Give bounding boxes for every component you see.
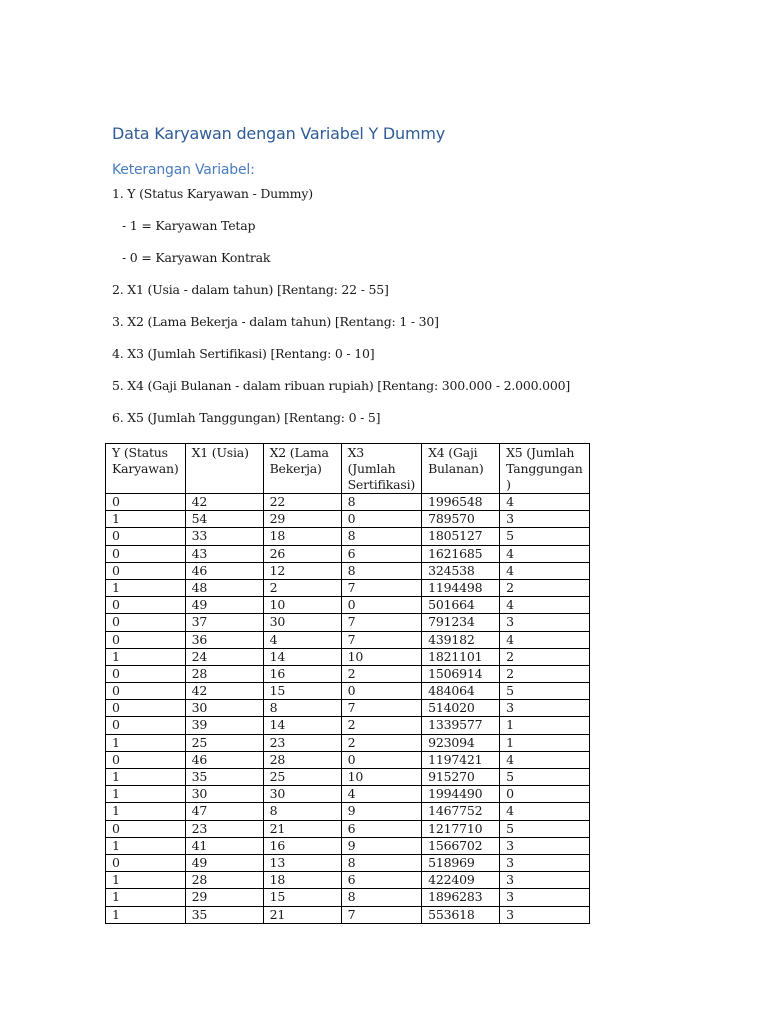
cell-y: 1 bbox=[106, 872, 186, 889]
cell-x4: 553618 bbox=[422, 906, 500, 923]
cell-y: 0 bbox=[106, 751, 186, 768]
table-row bbox=[106, 734, 590, 751]
cell-x4: 789570 bbox=[422, 511, 500, 528]
cell-x2: 28 bbox=[263, 751, 341, 768]
cell-y: 0 bbox=[106, 854, 186, 871]
cell-y: 0 bbox=[106, 528, 186, 545]
cell-x5: 3 bbox=[500, 511, 589, 528]
cell-x2: 30 bbox=[263, 614, 341, 631]
cell-x4: 1621685 bbox=[422, 545, 500, 562]
cell-x2: 22 bbox=[263, 494, 341, 511]
cell-x4: 915270 bbox=[422, 769, 500, 786]
cell-x4: 518969 bbox=[422, 854, 500, 871]
cell-y: 1 bbox=[106, 889, 186, 906]
variable-note-x1: 2. X1 (Usia - dalam tahun) [Rentang: 22 - 55] bbox=[112, 282, 389, 297]
cell-y: 0 bbox=[106, 614, 186, 631]
cell-x3: 6 bbox=[341, 872, 422, 889]
cell-x2: 18 bbox=[263, 528, 341, 545]
table-row bbox=[106, 683, 590, 700]
table-row bbox=[106, 597, 590, 614]
cell-x3: 0 bbox=[341, 683, 422, 700]
cell-x3: 2 bbox=[341, 665, 422, 682]
cell-x2: 8 bbox=[263, 700, 341, 717]
cell-x1: 36 bbox=[185, 631, 263, 648]
table-row bbox=[106, 786, 590, 803]
cell-x2: 13 bbox=[263, 854, 341, 871]
cell-x4: 1821101 bbox=[422, 648, 500, 665]
cell-x4: 923094 bbox=[422, 734, 500, 751]
cell-y: 1 bbox=[106, 906, 186, 923]
cell-x4: 1805127 bbox=[422, 528, 500, 545]
cell-x3: 2 bbox=[341, 734, 422, 751]
cell-y: 1 bbox=[106, 786, 186, 803]
cell-x2: 15 bbox=[263, 683, 341, 700]
table-row bbox=[106, 511, 590, 528]
cell-x3: 7 bbox=[341, 906, 422, 923]
table-row bbox=[106, 803, 590, 820]
cell-x5: 3 bbox=[500, 889, 589, 906]
cell-x1: 29 bbox=[185, 889, 263, 906]
cell-x3: 8 bbox=[341, 494, 422, 511]
cell-x4: 1996548 bbox=[422, 494, 500, 511]
table-row bbox=[106, 872, 590, 889]
cell-x1: 23 bbox=[185, 820, 263, 837]
table-row bbox=[106, 837, 590, 854]
cell-x4: 422409 bbox=[422, 872, 500, 889]
header-x4-gaji: X4 (Gaji Bulanan) bbox=[422, 444, 500, 494]
cell-x5: 5 bbox=[500, 528, 589, 545]
cell-x2: 10 bbox=[263, 597, 341, 614]
variable-note-x2: 3. X2 (Lama Bekerja - dalam tahun) [Rentang: 1 - 30] bbox=[112, 314, 439, 329]
cell-x4: 1467752 bbox=[422, 803, 500, 820]
cell-x1: 25 bbox=[185, 734, 263, 751]
cell-y: 0 bbox=[106, 494, 186, 511]
cell-y: 0 bbox=[106, 562, 186, 579]
cell-x5: 1 bbox=[500, 717, 589, 734]
cell-x2: 14 bbox=[263, 717, 341, 734]
cell-x3: 6 bbox=[341, 820, 422, 837]
variable-note-y-kontrak: - 0 = Karyawan Kontrak bbox=[122, 250, 271, 265]
cell-x5: 3 bbox=[500, 614, 589, 631]
cell-y: 1 bbox=[106, 734, 186, 751]
employee-data-table bbox=[105, 443, 590, 924]
cell-x4: 1194498 bbox=[422, 579, 500, 596]
cell-x3: 2 bbox=[341, 717, 422, 734]
cell-x1: 41 bbox=[185, 837, 263, 854]
table-row bbox=[106, 545, 590, 562]
table-body bbox=[106, 494, 590, 924]
cell-x5: 2 bbox=[500, 648, 589, 665]
cell-y: 0 bbox=[106, 683, 186, 700]
cell-x3: 0 bbox=[341, 597, 422, 614]
variable-note-y: 1. Y (Status Karyawan - Dummy) bbox=[112, 186, 313, 201]
cell-x2: 26 bbox=[263, 545, 341, 562]
cell-x1: 43 bbox=[185, 545, 263, 562]
cell-x2: 8 bbox=[263, 803, 341, 820]
cell-x2: 4 bbox=[263, 631, 341, 648]
table-row bbox=[106, 494, 590, 511]
cell-x1: 28 bbox=[185, 665, 263, 682]
table-row bbox=[106, 631, 590, 648]
table-row bbox=[106, 562, 590, 579]
cell-x4: 1197421 bbox=[422, 751, 500, 768]
cell-x5: 5 bbox=[500, 769, 589, 786]
cell-x5: 4 bbox=[500, 597, 589, 614]
cell-x2: 25 bbox=[263, 769, 341, 786]
cell-x5: 4 bbox=[500, 494, 589, 511]
cell-x5: 1 bbox=[500, 734, 589, 751]
cell-y: 0 bbox=[106, 665, 186, 682]
cell-y: 0 bbox=[106, 700, 186, 717]
cell-x5: 2 bbox=[500, 665, 589, 682]
cell-x4: 439182 bbox=[422, 631, 500, 648]
cell-x2: 14 bbox=[263, 648, 341, 665]
cell-x1: 42 bbox=[185, 494, 263, 511]
table-row bbox=[106, 769, 590, 786]
table-row bbox=[106, 579, 590, 596]
cell-x1: 24 bbox=[185, 648, 263, 665]
header-x1-usia: X1 (Usia) bbox=[185, 444, 263, 494]
cell-x4: 1339577 bbox=[422, 717, 500, 734]
variable-note-x4: 5. X4 (Gaji Bulanan - dalam ribuan rupiah) [Rentang: 300.000 - 2.000.000] bbox=[112, 378, 571, 393]
cell-x5: 4 bbox=[500, 803, 589, 820]
cell-y: 1 bbox=[106, 769, 186, 786]
cell-x1: 46 bbox=[185, 751, 263, 768]
cell-x2: 18 bbox=[263, 872, 341, 889]
cell-x4: 1896283 bbox=[422, 889, 500, 906]
cell-x5: 5 bbox=[500, 820, 589, 837]
cell-x2: 21 bbox=[263, 820, 341, 837]
cell-x3: 10 bbox=[341, 769, 422, 786]
header-x2-lama-bekerja: X2 (Lama Bekerja) bbox=[263, 444, 341, 494]
page-title: Data Karyawan dengan Variabel Y Dummy bbox=[112, 124, 446, 143]
cell-x1: 47 bbox=[185, 803, 263, 820]
cell-y: 1 bbox=[106, 803, 186, 820]
cell-y: 1 bbox=[106, 579, 186, 596]
cell-y: 0 bbox=[106, 717, 186, 734]
table-row bbox=[106, 906, 590, 923]
cell-x3: 9 bbox=[341, 803, 422, 820]
table-row bbox=[106, 648, 590, 665]
cell-x1: 48 bbox=[185, 579, 263, 596]
cell-x1: 46 bbox=[185, 562, 263, 579]
cell-x5: 3 bbox=[500, 872, 589, 889]
cell-x3: 10 bbox=[341, 648, 422, 665]
cell-x4: 484064 bbox=[422, 683, 500, 700]
cell-x5: 4 bbox=[500, 631, 589, 648]
cell-x4: 501664 bbox=[422, 597, 500, 614]
cell-x1: 35 bbox=[185, 906, 263, 923]
cell-x5: 5 bbox=[500, 683, 589, 700]
cell-x1: 42 bbox=[185, 683, 263, 700]
header-y-status: Y (Status Karyawan) bbox=[106, 444, 186, 494]
cell-x2: 29 bbox=[263, 511, 341, 528]
cell-y: 0 bbox=[106, 545, 186, 562]
variable-note-x5: 6. X5 (Jumlah Tanggungan) [Rentang: 0 - 5] bbox=[112, 410, 381, 425]
cell-x3: 7 bbox=[341, 631, 422, 648]
cell-x2: 12 bbox=[263, 562, 341, 579]
cell-x3: 7 bbox=[341, 579, 422, 596]
cell-x3: 7 bbox=[341, 614, 422, 631]
cell-x2: 16 bbox=[263, 837, 341, 854]
cell-x1: 33 bbox=[185, 528, 263, 545]
cell-x1: 49 bbox=[185, 854, 263, 871]
cell-x1: 28 bbox=[185, 872, 263, 889]
cell-x1: 35 bbox=[185, 769, 263, 786]
cell-y: 1 bbox=[106, 837, 186, 854]
variable-note-x3: 4. X3 (Jumlah Sertifikasi) [Rentang: 0 - 10] bbox=[112, 346, 375, 361]
cell-x3: 8 bbox=[341, 889, 422, 906]
table-row bbox=[106, 700, 590, 717]
cell-x3: 8 bbox=[341, 562, 422, 579]
cell-x3: 7 bbox=[341, 700, 422, 717]
cell-y: 1 bbox=[106, 648, 186, 665]
cell-x1: 30 bbox=[185, 786, 263, 803]
cell-x5: 2 bbox=[500, 579, 589, 596]
cell-y: 0 bbox=[106, 631, 186, 648]
table-row bbox=[106, 889, 590, 906]
variable-note-y-tetap: - 1 = Karyawan Tetap bbox=[122, 218, 256, 233]
table-row bbox=[106, 665, 590, 682]
cell-x2: 16 bbox=[263, 665, 341, 682]
cell-x5: 3 bbox=[500, 906, 589, 923]
cell-x3: 8 bbox=[341, 528, 422, 545]
cell-x3: 0 bbox=[341, 751, 422, 768]
cell-x4: 324538 bbox=[422, 562, 500, 579]
cell-x3: 8 bbox=[341, 854, 422, 871]
cell-x2: 23 bbox=[263, 734, 341, 751]
cell-x2: 15 bbox=[263, 889, 341, 906]
header-x3-sertifikasi: X3 (Jumlah Sertifikasi) bbox=[341, 444, 422, 494]
table-header bbox=[106, 444, 590, 494]
cell-x5: 4 bbox=[500, 545, 589, 562]
table-row bbox=[106, 751, 590, 768]
cell-x1: 30 bbox=[185, 700, 263, 717]
cell-x5: 3 bbox=[500, 837, 589, 854]
cell-x2: 2 bbox=[263, 579, 341, 596]
cell-x5: 4 bbox=[500, 562, 589, 579]
cell-x4: 791234 bbox=[422, 614, 500, 631]
cell-x3: 9 bbox=[341, 837, 422, 854]
cell-x5: 0 bbox=[500, 786, 589, 803]
table-header-row bbox=[106, 444, 590, 494]
cell-y: 0 bbox=[106, 820, 186, 837]
cell-x3: 4 bbox=[341, 786, 422, 803]
table-row bbox=[106, 854, 590, 871]
cell-y: 1 bbox=[106, 511, 186, 528]
cell-x5: 3 bbox=[500, 700, 589, 717]
table-row bbox=[106, 717, 590, 734]
cell-x2: 30 bbox=[263, 786, 341, 803]
cell-x2: 21 bbox=[263, 906, 341, 923]
cell-x1: 54 bbox=[185, 511, 263, 528]
cell-x5: 4 bbox=[500, 751, 589, 768]
cell-x4: 1506914 bbox=[422, 665, 500, 682]
cell-x1: 49 bbox=[185, 597, 263, 614]
cell-x1: 39 bbox=[185, 717, 263, 734]
cell-x3: 0 bbox=[341, 511, 422, 528]
table-row bbox=[106, 528, 590, 545]
cell-x5: 3 bbox=[500, 854, 589, 871]
cell-y: 0 bbox=[106, 597, 186, 614]
table-row bbox=[106, 820, 590, 837]
cell-x4: 514020 bbox=[422, 700, 500, 717]
cell-x1: 37 bbox=[185, 614, 263, 631]
cell-x3: 6 bbox=[341, 545, 422, 562]
cell-x4: 1566702 bbox=[422, 837, 500, 854]
section-heading: Keterangan Variabel: bbox=[112, 162, 255, 178]
table-row bbox=[106, 614, 590, 631]
header-x5-tanggungan: X5 (Jumlah Tanggungan ) bbox=[500, 444, 589, 494]
cell-x4: 1994490 bbox=[422, 786, 500, 803]
cell-x4: 1217710 bbox=[422, 820, 500, 837]
